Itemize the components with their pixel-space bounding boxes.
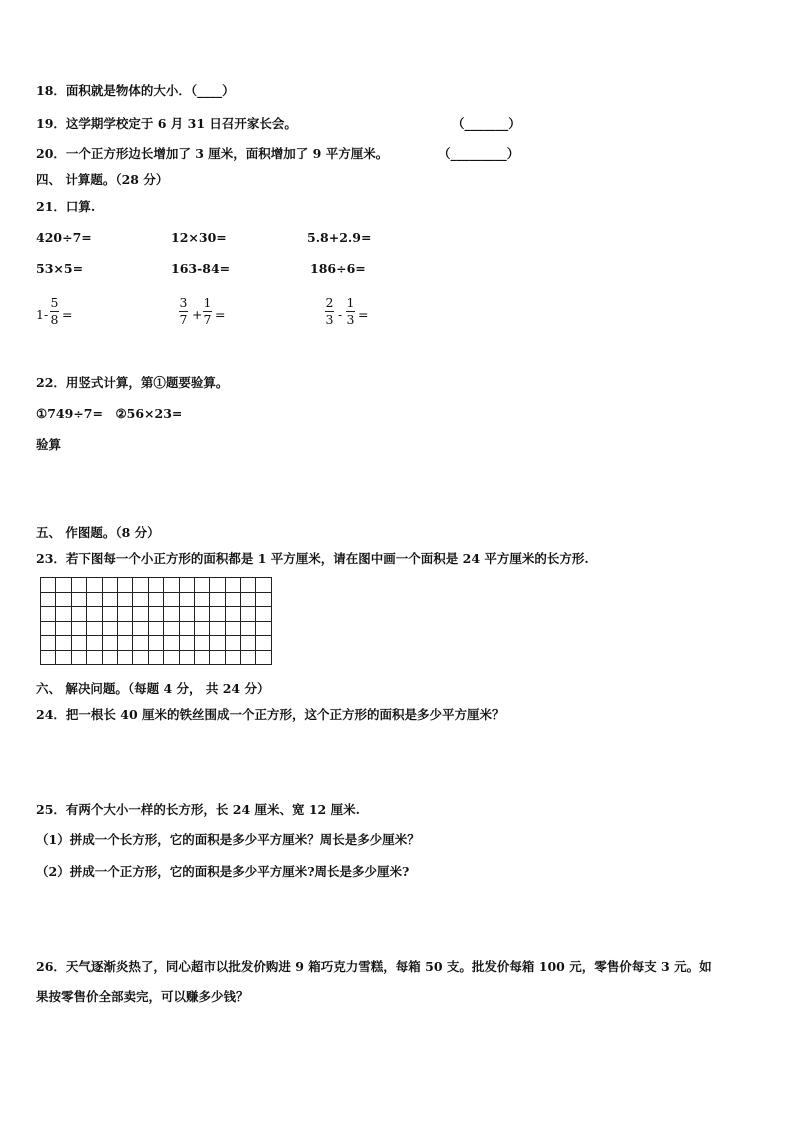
grid-cell[interactable] <box>133 578 148 593</box>
grid-cell[interactable] <box>117 592 132 607</box>
grid-cell[interactable] <box>148 621 163 636</box>
grid-cell[interactable] <box>71 650 86 665</box>
grid-cell[interactable] <box>71 621 86 636</box>
grid-cell[interactable] <box>225 578 240 593</box>
grid-cell[interactable] <box>41 621 56 636</box>
grid-cell[interactable] <box>87 621 102 636</box>
calc-item: 163-84= <box>171 261 231 276</box>
grid-cell[interactable] <box>117 578 132 593</box>
question-23: 23．若下图每一个小正方形的面积都是 1 平方厘米，请在图中画一个面积是 24 平方厘米的长方形. <box>36 551 589 566</box>
grid-cell[interactable] <box>56 578 71 593</box>
grid-cell[interactable] <box>210 636 225 651</box>
question-21: 21．口算. <box>36 199 96 214</box>
grid-cell[interactable] <box>164 650 179 665</box>
grid-cell[interactable] <box>56 650 71 665</box>
answer-blank-20[interactable]: （_________） <box>438 146 520 161</box>
grid-cell[interactable] <box>225 621 240 636</box>
grid-cell[interactable] <box>102 621 117 636</box>
square-grid[interactable] <box>40 577 272 665</box>
question-26-line-1: 26．天气逐渐炎热了，同心超市以批发价购进 9 箱巧克力雪糕，每箱 50 支。批发价每箱 100 元，零售价每支 3 元。如 <box>36 959 712 974</box>
grid-cell[interactable] <box>71 578 86 593</box>
calc-item: 12×30= <box>171 230 227 245</box>
fraction-numerator: 5 <box>50 295 59 310</box>
grid-cell[interactable] <box>164 621 179 636</box>
grid-cell[interactable] <box>225 650 240 665</box>
grid-cell[interactable] <box>41 592 56 607</box>
fraction-denominator: 3 <box>346 312 355 327</box>
fraction <box>179 296 188 327</box>
equals-sign: = <box>62 307 73 322</box>
grid-cell[interactable] <box>148 650 163 665</box>
grid-cell[interactable] <box>164 607 179 622</box>
grid-cell[interactable] <box>102 650 117 665</box>
grid-cell[interactable] <box>87 592 102 607</box>
grid-cell[interactable] <box>56 621 71 636</box>
fraction <box>325 296 334 327</box>
grid-cell[interactable] <box>241 636 256 651</box>
section-6-heading: 六、 解决问题。（每题 4 分， 共 24 分） <box>36 681 270 696</box>
question-19: 19．这学期学校定于 6 月 31 日召开家长会。 <box>36 116 297 131</box>
question-22: 22．用竖式计算，第①题要验算。 <box>36 375 229 390</box>
grid-cell[interactable] <box>179 607 194 622</box>
grid-cell[interactable] <box>210 578 225 593</box>
grid-cell[interactable] <box>133 621 148 636</box>
question-24: 24．把一根长 40 厘米的铁丝围成一个正方形，这个正方形的面积是多少平方厘米？ <box>36 707 505 722</box>
grid-cell[interactable] <box>117 621 132 636</box>
grid-cell[interactable] <box>71 636 86 651</box>
grid-cell[interactable] <box>102 607 117 622</box>
grid-cell[interactable] <box>117 650 132 665</box>
grid-cell[interactable] <box>71 607 86 622</box>
grid-cell[interactable] <box>256 607 271 622</box>
grid-cell[interactable] <box>56 607 71 622</box>
grid-cell[interactable] <box>87 650 102 665</box>
fraction <box>50 296 59 327</box>
grid-cell[interactable] <box>41 636 56 651</box>
grid-cell[interactable] <box>241 592 256 607</box>
question-22-items: ①749÷7= ②56×23= <box>36 406 183 421</box>
fraction <box>203 296 212 327</box>
grid-cell[interactable] <box>179 578 194 593</box>
question-20: 20．一个正方形边长增加了 3 厘米，面积增加了 9 平方厘米。 <box>36 146 389 161</box>
grid-cell[interactable] <box>87 607 102 622</box>
grid-cell[interactable] <box>148 578 163 593</box>
grid-cell[interactable] <box>71 592 86 607</box>
question-25-part-2: （2）拼成一个正方形，它的面积是多少平方厘米?周长是多少厘米? <box>36 864 410 879</box>
grid-cell[interactable] <box>241 607 256 622</box>
grid-cell[interactable] <box>148 607 163 622</box>
grid-cell[interactable] <box>225 592 240 607</box>
fraction <box>346 296 355 327</box>
grid-cell[interactable] <box>117 607 132 622</box>
plus-sign: + <box>192 307 203 322</box>
grid-cell[interactable] <box>256 621 271 636</box>
grid-cell[interactable] <box>241 650 256 665</box>
grid-cell[interactable] <box>179 636 194 651</box>
grid-cell[interactable] <box>102 578 117 593</box>
calc-item: 53×5= <box>36 261 84 276</box>
grid-cell[interactable] <box>41 578 56 593</box>
grid-cell[interactable] <box>179 592 194 607</box>
grid-cell[interactable] <box>210 621 225 636</box>
fraction-numerator: 1 <box>203 295 212 310</box>
grid-cell[interactable] <box>225 607 240 622</box>
grid-cell[interactable] <box>117 636 132 651</box>
grid-cell[interactable] <box>194 607 209 622</box>
minus-sign: - <box>338 307 343 322</box>
grid-cell[interactable] <box>164 592 179 607</box>
grid-cell[interactable] <box>41 607 56 622</box>
equals-sign: = <box>358 307 369 322</box>
grid-cell[interactable] <box>164 636 179 651</box>
grid-cell[interactable] <box>194 636 209 651</box>
grid-cell[interactable] <box>133 607 148 622</box>
question-18: 18．面积就是物体的大小．（____） <box>36 83 235 98</box>
fraction-numerator: 2 <box>325 295 334 310</box>
grid-cell[interactable] <box>225 636 240 651</box>
question-25: 25．有两个大小一样的长方形，长 24 厘米、宽 12 厘米. <box>36 802 360 817</box>
grid-cell[interactable] <box>256 636 271 651</box>
grid-cell[interactable] <box>241 621 256 636</box>
grid-cell[interactable] <box>194 621 209 636</box>
grid-cell[interactable] <box>41 650 56 665</box>
grid-cell[interactable] <box>148 592 163 607</box>
grid-cell[interactable] <box>148 636 163 651</box>
grid-cell[interactable] <box>56 636 71 651</box>
grid-cell[interactable] <box>256 650 271 665</box>
grid-cell[interactable] <box>194 592 209 607</box>
grid-cell[interactable] <box>179 621 194 636</box>
section-4-heading: 四、 计算题。（28 分） <box>36 172 169 187</box>
grid-cell[interactable] <box>164 578 179 593</box>
grid-cell[interactable] <box>87 636 102 651</box>
grid-cell[interactable] <box>194 578 209 593</box>
fraction-denominator: 8 <box>50 312 59 327</box>
fraction-numerator: 3 <box>179 295 188 310</box>
grid-cell[interactable] <box>133 636 148 651</box>
grid-cell[interactable] <box>241 578 256 593</box>
verification-label: 验算 <box>36 437 62 452</box>
grid-cell[interactable] <box>133 592 148 607</box>
calc-item: 420÷7= <box>36 230 92 245</box>
section-5-heading: 五、 作图题。（8 分） <box>36 525 160 540</box>
grid-cell[interactable] <box>210 607 225 622</box>
grid-cell[interactable] <box>194 650 209 665</box>
grid-cell[interactable] <box>102 636 117 651</box>
fraction-lead: 1- <box>36 307 49 322</box>
fraction-numerator: 1 <box>346 295 355 310</box>
calc-item: 5.8+2.9= <box>307 230 372 245</box>
fraction-denominator: 7 <box>203 312 212 327</box>
calc-item: 186÷6= <box>310 261 366 276</box>
grid-cell[interactable] <box>256 592 271 607</box>
question-25-part-1: （1）拼成一个长方形，它的面积是多少平方厘米？周长是多少厘米？ <box>36 832 420 847</box>
grid-cell[interactable] <box>210 650 225 665</box>
fraction-denominator: 3 <box>325 312 334 327</box>
answer-blank-19[interactable]: （_______） <box>452 116 521 131</box>
grid-cell[interactable] <box>56 592 71 607</box>
equals-sign: = <box>215 307 226 322</box>
fraction-denominator: 7 <box>179 312 188 327</box>
grid-cell[interactable] <box>87 578 102 593</box>
question-26-line-2: 果按零售价全部卖完，可以赚多少钱？ <box>36 989 249 1004</box>
grid-cell[interactable] <box>210 592 225 607</box>
grid-cell[interactable] <box>256 578 271 593</box>
grid-cell[interactable] <box>102 592 117 607</box>
grid-cell[interactable] <box>133 650 148 665</box>
grid-cell[interactable] <box>179 650 194 665</box>
